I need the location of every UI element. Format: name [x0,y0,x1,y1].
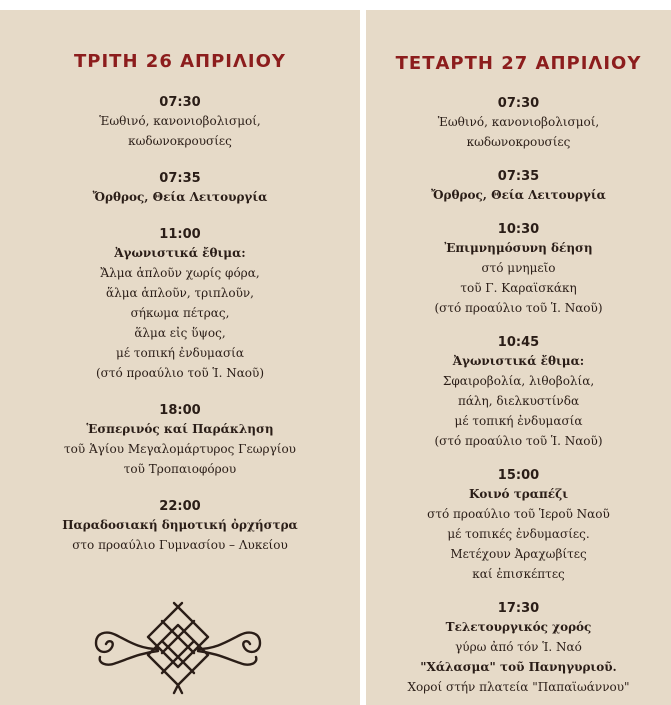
event-detail: μέ τοπική ἐνδυμασία [454,414,583,428]
event-detail: τοῦ Ἁγίου Μεγαλομάρτυρος Γεωργίου [64,442,296,456]
event-heading: Ἀγωνιστικά ἔθιμα: [114,246,246,260]
event-detail: Χοροί στήν πλατεία "Παπαϊωάννου" [407,680,630,694]
schedule-event [0,403,360,479]
event-detail: Μετέχουν Ἀραχωβίτες [450,547,587,561]
event-detail: κωδωνοκρουσίες [466,135,571,149]
schedule-event [0,95,360,151]
event-detail: στό προαύλιο τοῦ Ἱεροῦ Ναοῦ [427,507,610,521]
event-detail: κωδωνοκρουσίες [128,134,232,148]
schedule-event [366,96,671,152]
event-time: 11:00 [159,227,201,242]
schedule-event [366,169,671,205]
event-detail: γύρω ἀπό τόν Ἱ. Ναό [455,640,582,654]
day-column-tuesday [0,10,360,705]
day-title: ΤΕΤΑΡΤΗ 27 ΑΠΡΙΛΙΟΥ [395,53,642,74]
event-detail: τοῦ Τροπαιοφόρου [123,462,237,476]
event-time: 07:35 [497,169,540,184]
event-list [366,96,671,697]
event-detail: Ἑωθινό, κανονιοβολισμοί, [99,114,261,128]
event-heading: Ἀγωνιστικά ἔθιμα: [452,354,585,368]
knot-ornament-icon [88,601,268,697]
event-time: 07:30 [497,96,540,111]
event-detail: μέ τοπική ἐνδυμασία [116,346,244,360]
event-detail: (στό προαύλιο τοῦ Ἱ. Ναοῦ) [434,434,603,448]
event-detail: (στό προαύλιο τοῦ Ἱ. Ναοῦ) [95,366,265,380]
event-time: 17:30 [497,601,540,616]
schedule-event [366,601,671,697]
schedule-event [366,468,671,584]
event-detail: πάλη, διελκυστίνδα [457,394,580,408]
event-time: 18:00 [159,403,201,418]
event-time: 07:30 [159,95,201,110]
schedule-event [0,499,360,555]
event-detail: Σφαιροβολία, λιθοβολία, [442,374,595,388]
event-list [0,95,360,555]
event-time: 15:00 [497,468,540,483]
event-detail: Ἄλμα ἁπλοῦν χωρίς φόρα, [100,266,260,280]
event-detail: Ἑωθινό, κανονιοβολισμοί, [437,115,600,129]
day-title: ΤΡΙΤΗ 26 ΑΠΡΙΛΙΟΥ [74,51,286,72]
event-detail: (στό προαύλιο τοῦ Ἱ. Ναοῦ) [434,301,603,315]
event-detail: μέ τοπικές ἐνδυμασίες. [447,527,590,541]
event-time: 07:35 [159,171,201,186]
event-time: 10:45 [497,335,540,350]
event-detail: τοῦ Γ. Καραϊσκάκη [460,281,577,295]
event-detail: ἅλμα ἁπλοῦν, τριπλοῦν, [106,286,254,300]
event-time: 10:30 [497,222,540,237]
schedule-event [366,335,671,451]
event-heading: Ὄρθρος, Θεία Λειτουργία [431,188,606,202]
event-heading: Τελετουργικός χορός [445,620,592,634]
event-heading: Κοινό τραπέζι [468,487,569,501]
event-detail: στό μνημεῖο [481,261,556,275]
schedule-event [0,227,360,383]
event-heading: Παραδοσιακή δημοτική ὀρχήστρα [62,518,298,532]
schedule-event [366,222,671,318]
event-detail: ἅλμα εἰς ὕψος, [134,326,226,340]
event-time: 22:00 [159,499,201,514]
event-heading: Ἑσπερινός καί Παράκληση [86,422,274,436]
event-detail: καί ἐπισκέπτες [472,567,565,581]
schedule-event [0,171,360,207]
event-heading: Ἐπιμνημόσυνη δέηση [444,241,593,255]
event-detail: στο προαύλιο Γυμνασίου – Λυκείου [72,538,288,552]
event-detail: σήκωμα πέτρας, [130,306,230,320]
day-column-wednesday [366,10,671,705]
event-heading: Ὄρθρος, Θεία Λειτουργία [92,190,268,204]
event-heading: "Χάλασμα" τοῦ Πανηγυριοῦ. [420,660,617,674]
